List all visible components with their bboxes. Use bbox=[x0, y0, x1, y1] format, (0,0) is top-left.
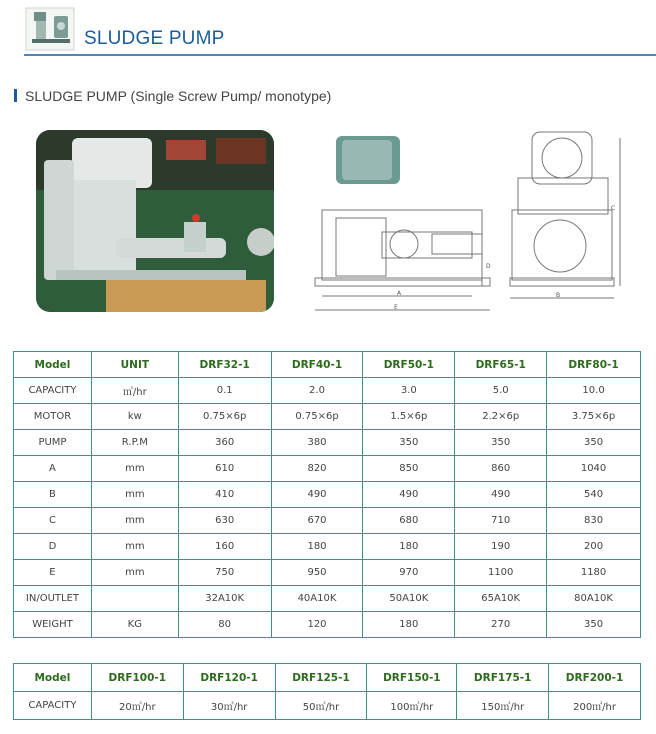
header-cell: DRF40-1 bbox=[271, 352, 363, 378]
table-cell: 200 bbox=[547, 534, 641, 560]
table-cell: 860 bbox=[455, 456, 547, 482]
table-cell: 540 bbox=[547, 482, 641, 508]
table-header-row bbox=[14, 664, 641, 692]
table-row bbox=[14, 508, 641, 534]
dimension-label-e: E bbox=[394, 304, 398, 311]
table-cell: 120 bbox=[271, 612, 363, 638]
table-cell: 180 bbox=[363, 612, 455, 638]
table-cell: 0.75×6p bbox=[178, 404, 271, 430]
row-label: C bbox=[14, 508, 92, 534]
header-cell: DRF175-1 bbox=[457, 664, 549, 692]
table-cell: 0.75×6p bbox=[271, 404, 363, 430]
table-cell: 490 bbox=[455, 482, 547, 508]
table-cell: mm bbox=[91, 508, 178, 534]
table-cell: 410 bbox=[178, 482, 271, 508]
table-row bbox=[14, 404, 641, 430]
table-cell: 670 bbox=[271, 508, 363, 534]
header-cell: DRF80-1 bbox=[547, 352, 641, 378]
table-cell: 180 bbox=[271, 534, 363, 560]
table-cell: 65A10K bbox=[455, 586, 547, 612]
table-cell: 490 bbox=[363, 482, 455, 508]
table-header-row bbox=[14, 352, 641, 378]
pump-photo bbox=[36, 130, 274, 312]
table-cell: 350 bbox=[363, 430, 455, 456]
table-cell: 50㎥/hr bbox=[275, 692, 367, 720]
section-bullet bbox=[14, 89, 17, 102]
table-cell: 10.0 bbox=[547, 378, 641, 404]
row-label: D bbox=[14, 534, 92, 560]
table-cell bbox=[91, 586, 178, 612]
table-cell: 710 bbox=[455, 508, 547, 534]
table-cell: mm bbox=[91, 560, 178, 586]
header-cell: DRF100-1 bbox=[91, 664, 183, 692]
pump-logo-icon bbox=[24, 6, 76, 52]
table-cell: 40A10K bbox=[271, 586, 363, 612]
header-divider bbox=[24, 54, 656, 56]
row-label: WEIGHT bbox=[14, 612, 92, 638]
table-cell: 50A10K bbox=[363, 586, 455, 612]
table-cell: 1.5×6p bbox=[363, 404, 455, 430]
dimension-label-d: D bbox=[486, 263, 491, 270]
table-row bbox=[14, 456, 641, 482]
table-row bbox=[14, 378, 641, 404]
table-cell: 350 bbox=[547, 612, 641, 638]
table-cell: 350 bbox=[547, 430, 641, 456]
table-cell: 850 bbox=[363, 456, 455, 482]
table-row bbox=[14, 534, 641, 560]
table-row bbox=[14, 482, 641, 508]
row-label: CAPACITY bbox=[14, 378, 92, 404]
page-title: SLUDGE PUMP bbox=[84, 28, 225, 49]
header-cell: DRF200-1 bbox=[549, 664, 641, 692]
table-cell: 190 bbox=[455, 534, 547, 560]
table-cell: 270 bbox=[455, 612, 547, 638]
table-cell: 490 bbox=[271, 482, 363, 508]
header-cell: DRF32-1 bbox=[178, 352, 271, 378]
table-cell: 160 bbox=[178, 534, 271, 560]
row-label: E bbox=[14, 560, 92, 586]
table-cell: 2.2×6p bbox=[455, 404, 547, 430]
table-cell: 20㎥/hr bbox=[91, 692, 183, 720]
dimension-label-a: A bbox=[397, 290, 402, 297]
table-cell: 1040 bbox=[547, 456, 641, 482]
table-cell: 80A10K bbox=[547, 586, 641, 612]
table-cell: mm bbox=[91, 456, 178, 482]
header-cell: Model bbox=[14, 664, 92, 692]
table-cell: 80 bbox=[178, 612, 271, 638]
table-cell: 32A10K bbox=[178, 586, 271, 612]
row-label: MOTOR bbox=[14, 404, 92, 430]
table-cell: ㎥/hr bbox=[91, 378, 178, 404]
dimension-label-c: C bbox=[611, 205, 616, 212]
row-label: IN/OUTLET bbox=[14, 586, 92, 612]
table-cell: 380 bbox=[271, 430, 363, 456]
table-cell: 200㎥/hr bbox=[549, 692, 641, 720]
row-label: PUMP bbox=[14, 430, 92, 456]
table-row bbox=[14, 586, 641, 612]
header-cell: DRF120-1 bbox=[183, 664, 275, 692]
table-cell: 630 bbox=[178, 508, 271, 534]
header-cell: DRF65-1 bbox=[455, 352, 547, 378]
row-label: CAPACITY bbox=[14, 692, 92, 720]
page-header bbox=[0, 0, 656, 58]
table-row bbox=[14, 612, 641, 638]
row-label: B bbox=[14, 482, 92, 508]
table-cell: mm bbox=[91, 482, 178, 508]
table-cell: 750 bbox=[178, 560, 271, 586]
table-cell: 150㎥/hr bbox=[457, 692, 549, 720]
section-title bbox=[14, 88, 331, 104]
table-cell: R.P.M bbox=[91, 430, 178, 456]
pump-dimension-drawing bbox=[312, 128, 628, 320]
spec-table-large-models bbox=[13, 663, 641, 720]
table-cell: 830 bbox=[547, 508, 641, 534]
table-row bbox=[14, 560, 641, 586]
table-cell: 2.0 bbox=[271, 378, 363, 404]
row-label: A bbox=[14, 456, 92, 482]
table-cell: 680 bbox=[363, 508, 455, 534]
table-cell: 3.0 bbox=[363, 378, 455, 404]
table-cell: 100㎥/hr bbox=[367, 692, 457, 720]
header-cell: Model bbox=[14, 352, 92, 378]
table-cell: 180 bbox=[363, 534, 455, 560]
table-cell: KG bbox=[91, 612, 178, 638]
table-cell: 350 bbox=[455, 430, 547, 456]
table-cell: mm bbox=[91, 534, 178, 560]
section-title-text: SLUDGE PUMP (Single Screw Pump/ monotype) bbox=[25, 88, 332, 104]
table-cell: 610 bbox=[178, 456, 271, 482]
table-cell: 1180 bbox=[547, 560, 641, 586]
table-cell: 30㎥/hr bbox=[183, 692, 275, 720]
table-cell: 820 bbox=[271, 456, 363, 482]
header-cell: DRF50-1 bbox=[363, 352, 455, 378]
header-cell: UNIT bbox=[91, 352, 178, 378]
header-cell: DRF150-1 bbox=[367, 664, 457, 692]
table-row bbox=[14, 430, 641, 456]
table-cell: 0.1 bbox=[178, 378, 271, 404]
table-cell: 950 bbox=[271, 560, 363, 586]
table-cell: 3.75×6p bbox=[547, 404, 641, 430]
header-cell: DRF125-1 bbox=[275, 664, 367, 692]
dimension-label-b: B bbox=[556, 292, 561, 299]
table-row bbox=[14, 692, 641, 720]
table-cell: 970 bbox=[363, 560, 455, 586]
table-cell: 360 bbox=[178, 430, 271, 456]
table-cell: kw bbox=[91, 404, 178, 430]
table-cell: 1100 bbox=[455, 560, 547, 586]
table-cell: 5.0 bbox=[455, 378, 547, 404]
spec-table-main bbox=[13, 351, 641, 638]
